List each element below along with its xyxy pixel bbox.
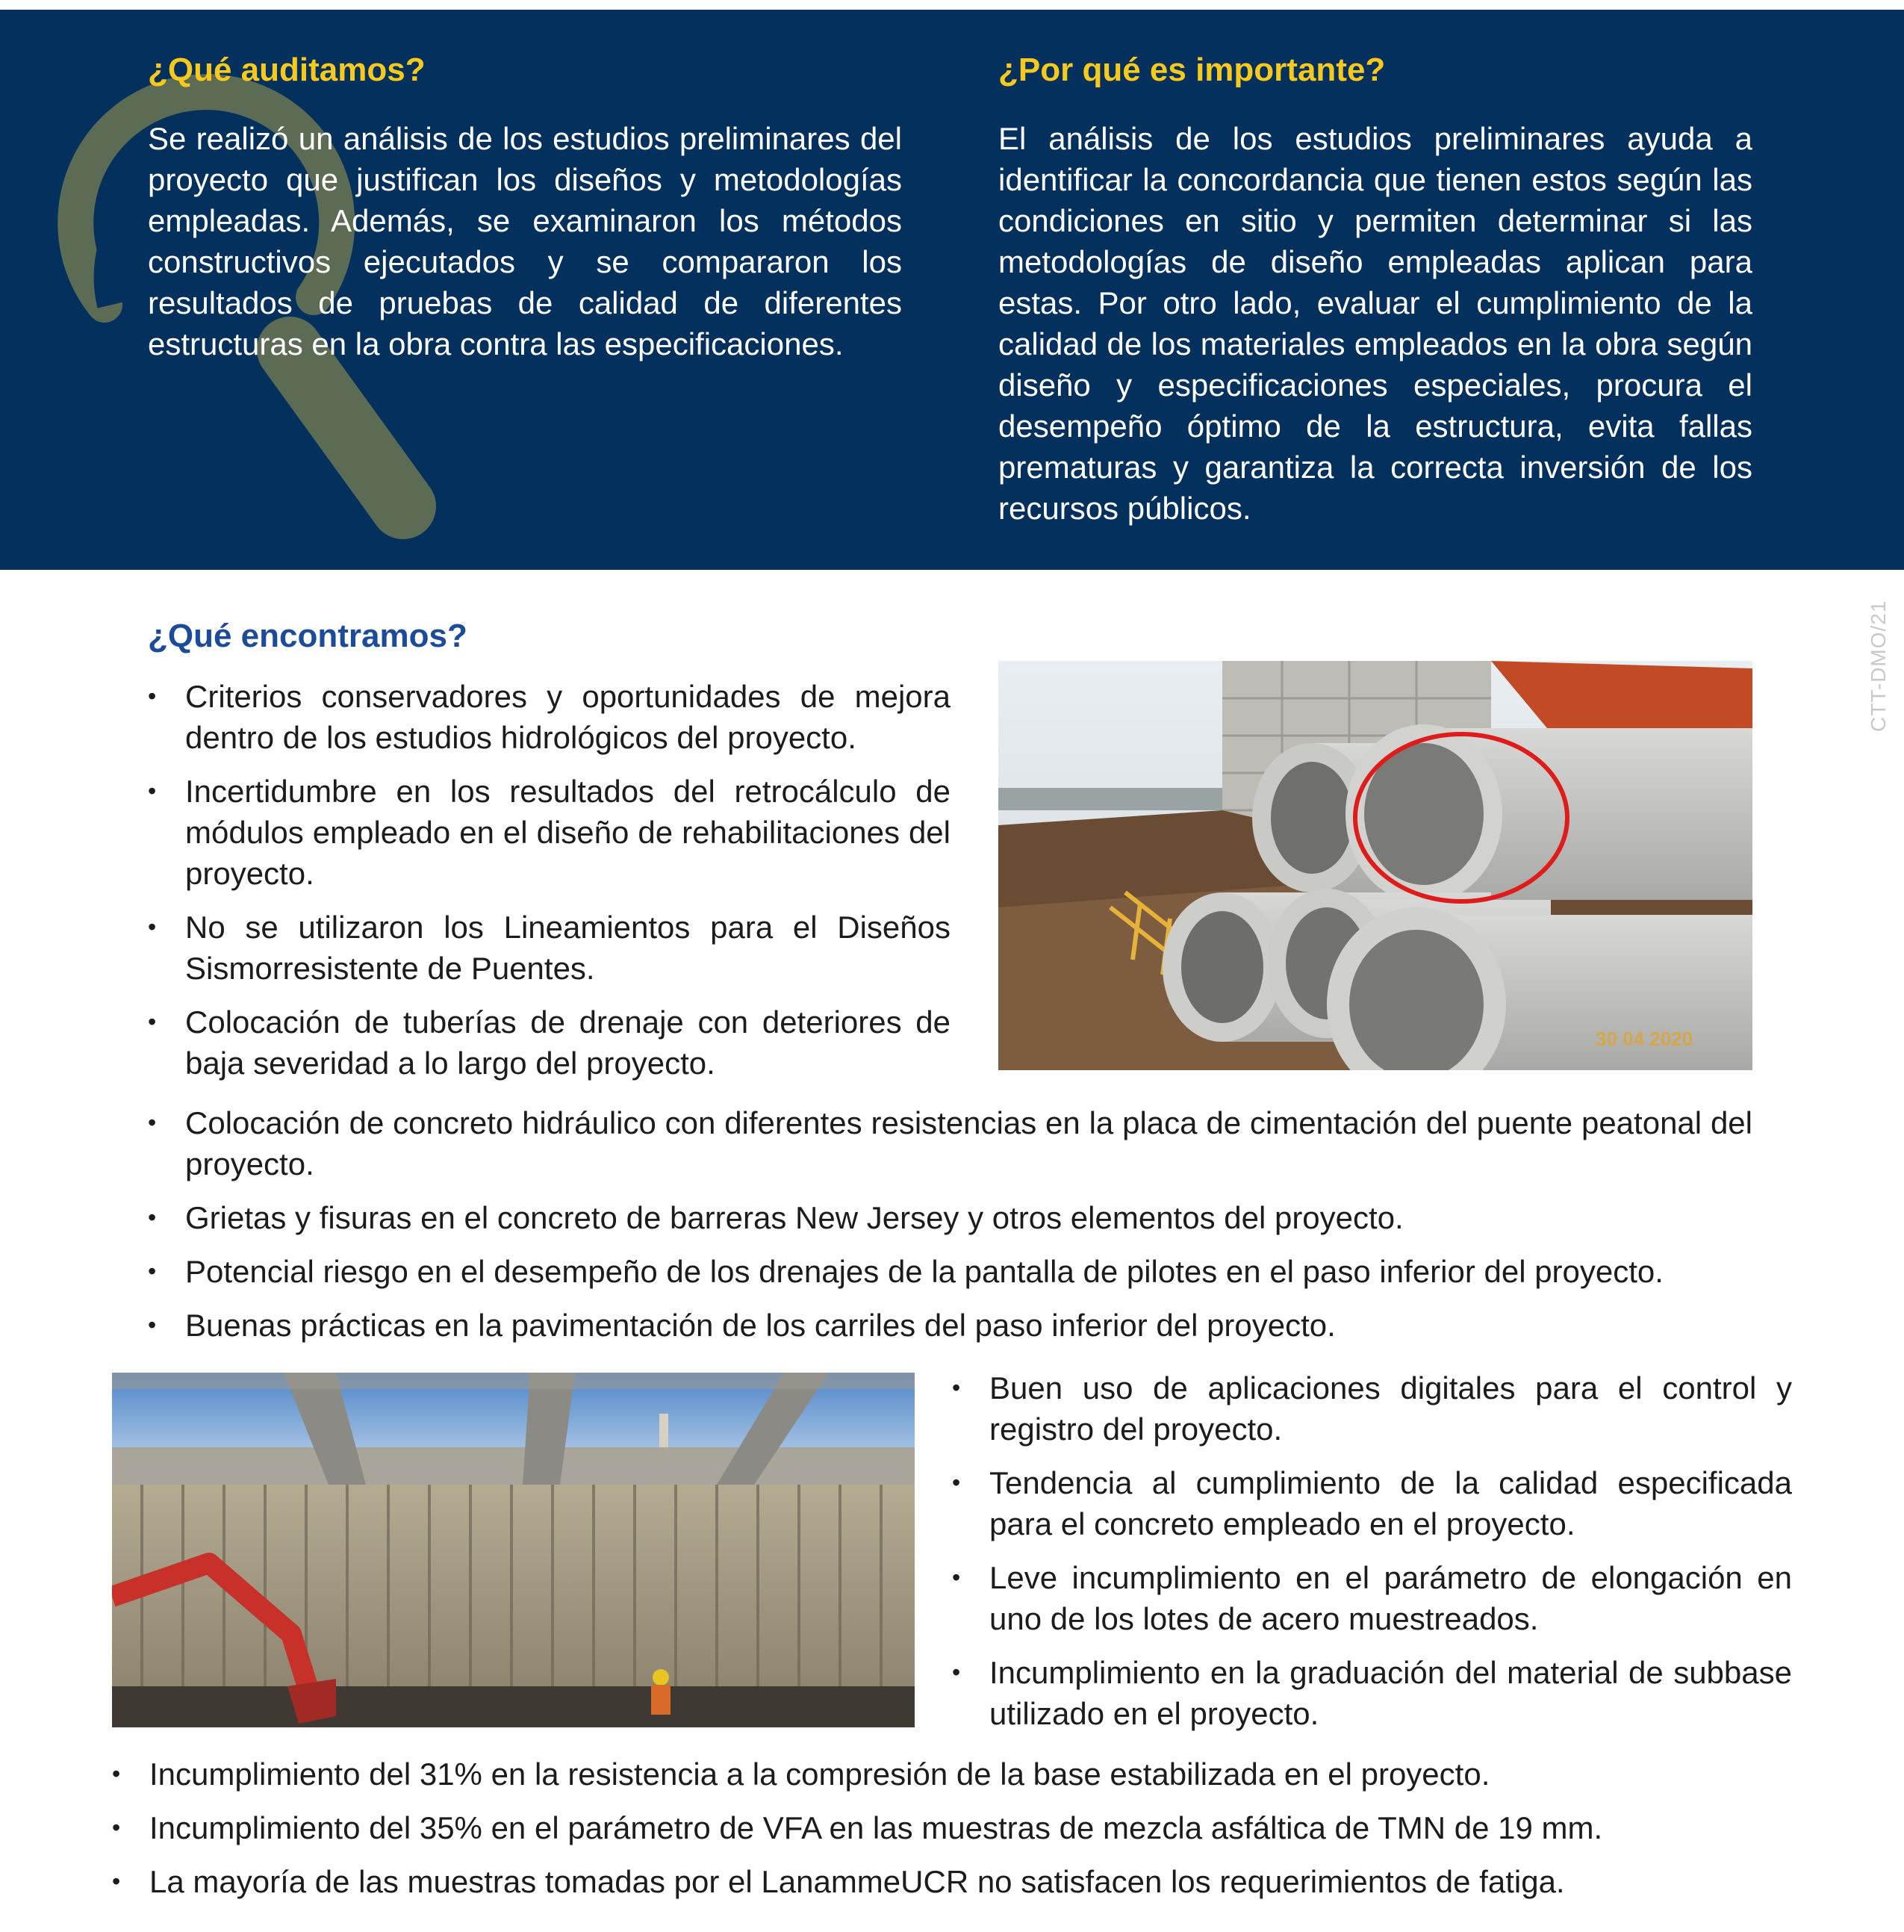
list-item: • Criterios conservadores y oportunidades de mejora dentro de los estudios hidrológicos del proyecto. (148, 676, 951, 758)
findings-list-1 (148, 676, 951, 1084)
list-item: • Leve incumplimiento en el parámetro de elongación en uno de los lotes de acero muestreados. (952, 1557, 1792, 1639)
list-item: • Colocación de concreto hidráulico con diferentes resistencias en la placa de cimentación del puente peatonal del proyecto. (148, 1102, 1752, 1184)
audit-paragraph: Se realizó un análisis de los estudios preliminares del proyecto que justifican los diseños y metodologías empleadas. Además, se examinaron los métodos constructivos ejecutados y se compararon los resultados de pruebas de calidad de diferentes estructuras en la obra contra las especificaciones. (148, 121, 902, 361)
top-info-band (0, 10, 1904, 570)
list-item: • Incumplimiento en la graduación del material de subbase utilizado en el proyecto. (952, 1652, 1792, 1734)
list-item: • Grietas y fisuras en el concreto de barreras New Jersey y otros elementos del proyecto. (148, 1197, 1752, 1238)
photo-pile-wall-underpass (112, 1373, 915, 1727)
importance-heading: ¿Por qué es importante? (998, 52, 1386, 88)
list-item: • La mayoría de las muestras tomadas por el LanammeUCR no satisfacen los requerimientos de fatiga. (112, 1861, 1792, 1902)
list-item: • Tendencia al cumplimiento de la calidad especificada para el concreto empleado en el proyecto. (952, 1462, 1792, 1544)
list-item: • Buen uso de aplicaciones digitales para el control y registro del proyecto. (952, 1367, 1792, 1450)
findings-list-3 (952, 1367, 1792, 1734)
findings-heading: ¿Qué encontramos? (148, 618, 467, 654)
photo-drainage-pipes (998, 661, 1752, 1070)
list-item: • Buenas prácticas en la pavimentación de los carriles del paso inferior del proyecto. (148, 1305, 1752, 1346)
photo-date-stamp: 30 04 2020 (1596, 1028, 1693, 1050)
pile-wall-illustration (112, 1373, 915, 1727)
list-item: • Incumplimiento del 31% en la resistencia a la compresión de la base estabilizada en el proyecto. (112, 1754, 1792, 1795)
list-item: • Colocación de tuberías de drenaje con deteriores de baja severidad a lo largo del proyecto. (148, 1001, 951, 1084)
findings-list-2 (148, 1102, 1752, 1346)
list-item: • Incumplimiento del 35% en el parámetro de VFA en las muestras de mezcla asfáltica de TMN de 19 mm. (112, 1807, 1792, 1848)
list-item: • Incertidumbre en los resultados del retrocálculo de módulos empleado en el diseño de rehabilitaciones del proyecto. (148, 771, 951, 894)
list-item: • Potencial riesgo en el desempeño de los drenajes de la pantalla de pilotes en el paso inferior del proyecto. (148, 1251, 1752, 1292)
findings-list-4 (112, 1754, 1792, 1902)
audit-heading: ¿Qué auditamos? (148, 52, 426, 88)
pipes-illustration (998, 661, 1752, 1070)
importance-paragraph: El análisis de los estudios preliminares ayuda a identificar la concordancia que tienen estos según las condiciones en sitio y permiten determinar si las metodologías de diseño empleadas aplican para estas. Por otro lado, evaluar el cumplimiento de la calidad de los materiales empleados en la obra según diseño y especificaciones especiales, procura el desempeño óptimo de la estructura, evita fallas prematuras y garantiza la correcta inversión de los recursos públicos. (998, 121, 1752, 526)
list-item: • No se utilizaron los Lineamientos para el Diseños Sismorresistente de Puentes. (148, 907, 951, 989)
document-code: CTT-DMO/21 (1867, 600, 1890, 732)
